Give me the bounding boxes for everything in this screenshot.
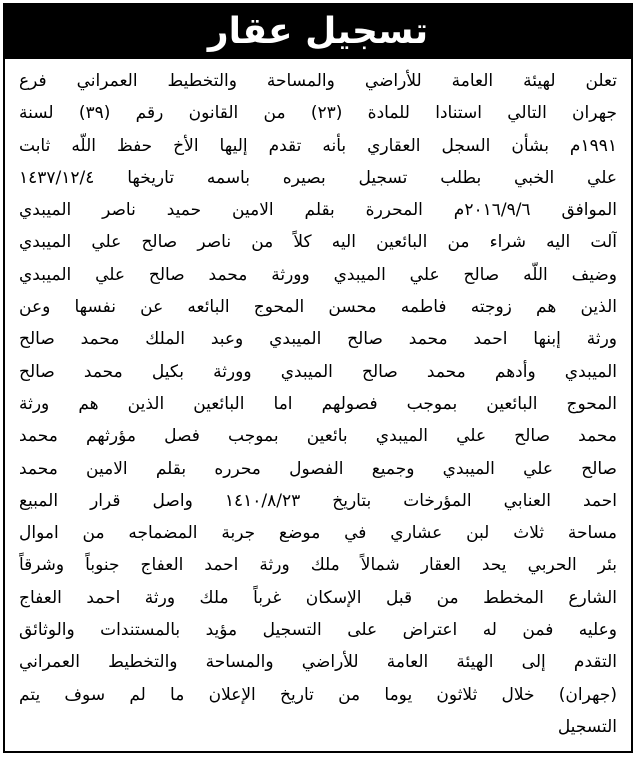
notice-line: ورثة إبنها احمد محمد صالح الميبدي وعبد الملك محمد صالح	[19, 329, 617, 350]
notice-line: آلت اليه شراء من البائعين اليه كلاً من ناصر صالح علي الميبدي	[19, 232, 617, 253]
notice-line: احمد العنابي المؤرخات بتاريخ ١٤١٠/٨/٢٣ واصل قرار المبيع	[19, 490, 617, 511]
notice-line: ١٩٩١م بشأن السجل العقاري بأنه تقدم إليها الأخ حفظ اللّه ثابت	[19, 135, 617, 156]
notice-line: جهران التالي استنادا للمادة (٢٣) من القانون رقم (٣٩) لسنة	[19, 103, 617, 124]
notice-line: مساحة ثلاث لبن عشاري في موضع جربة المضماجه من اموال	[19, 523, 617, 544]
notice-line: التسجيل	[557, 716, 617, 737]
notice-line: وضيف اللّه صالح علي الميبدي وورثة محمد صالح علي الميبدي	[19, 264, 617, 285]
notice-title-bar	[5, 5, 631, 59]
notice-line: (جهران) خلال ثلاثون يوما من تاريخ الإعلان ما لم سوف يتم	[19, 684, 617, 705]
notice-line: وعليه فمن له اعتراض على التسجيل مؤيد بالمستندات والوثائق	[19, 620, 617, 641]
notice-body	[19, 65, 617, 743]
notice-line: الميبدي وأدهم محمد صالح الميبدي وورثة بكيل محمد صالح	[19, 361, 617, 382]
notice-line: الشارع المخطط من قبل الإسكان غرباً ملك ورثة احمد العفاج	[19, 587, 617, 608]
notice-line: الذين هم زوجته فاطمه محسن المحوج البائعه عن نفسها وعن	[19, 297, 617, 318]
notice-line: المحوج البائعين بموجب فصولهم اما البائعين الذين هم ورثة	[19, 393, 617, 414]
notice-line: بئر الحربي يحد العقار شمالاً ملك ورثة احمد العفاج جنوباً وشرقاً	[19, 555, 617, 576]
notice-line: صالح علي الميبدي وجميع الفصول محرره بقلم الامين محمد	[19, 458, 617, 479]
notice-line: علي الخبي بطلب تسجيل بصيره باسمه تاريخها ١٤٣٧/١٢/٤	[19, 167, 617, 188]
real-estate-registration-notice	[3, 3, 633, 753]
notice-line: التقدم إلى الهيئة العامة للأراضي والمساحة والتخطيط العمراني	[19, 652, 617, 673]
notice-line: الموافق ٢٠١٦/٩/٦م المحررة بقلم الامين حميد ناصر الميبدي	[19, 200, 617, 221]
notice-line: تعلن لهيئة العامة للأراضي والمساحة والتخطيط العمراني فرع	[19, 71, 617, 91]
notice-line: محمد صالح علي الميبدي بائعين بموجب فصل مؤرثهم محمد	[19, 426, 617, 447]
notice-title: تسجيل عقار	[207, 11, 429, 52]
